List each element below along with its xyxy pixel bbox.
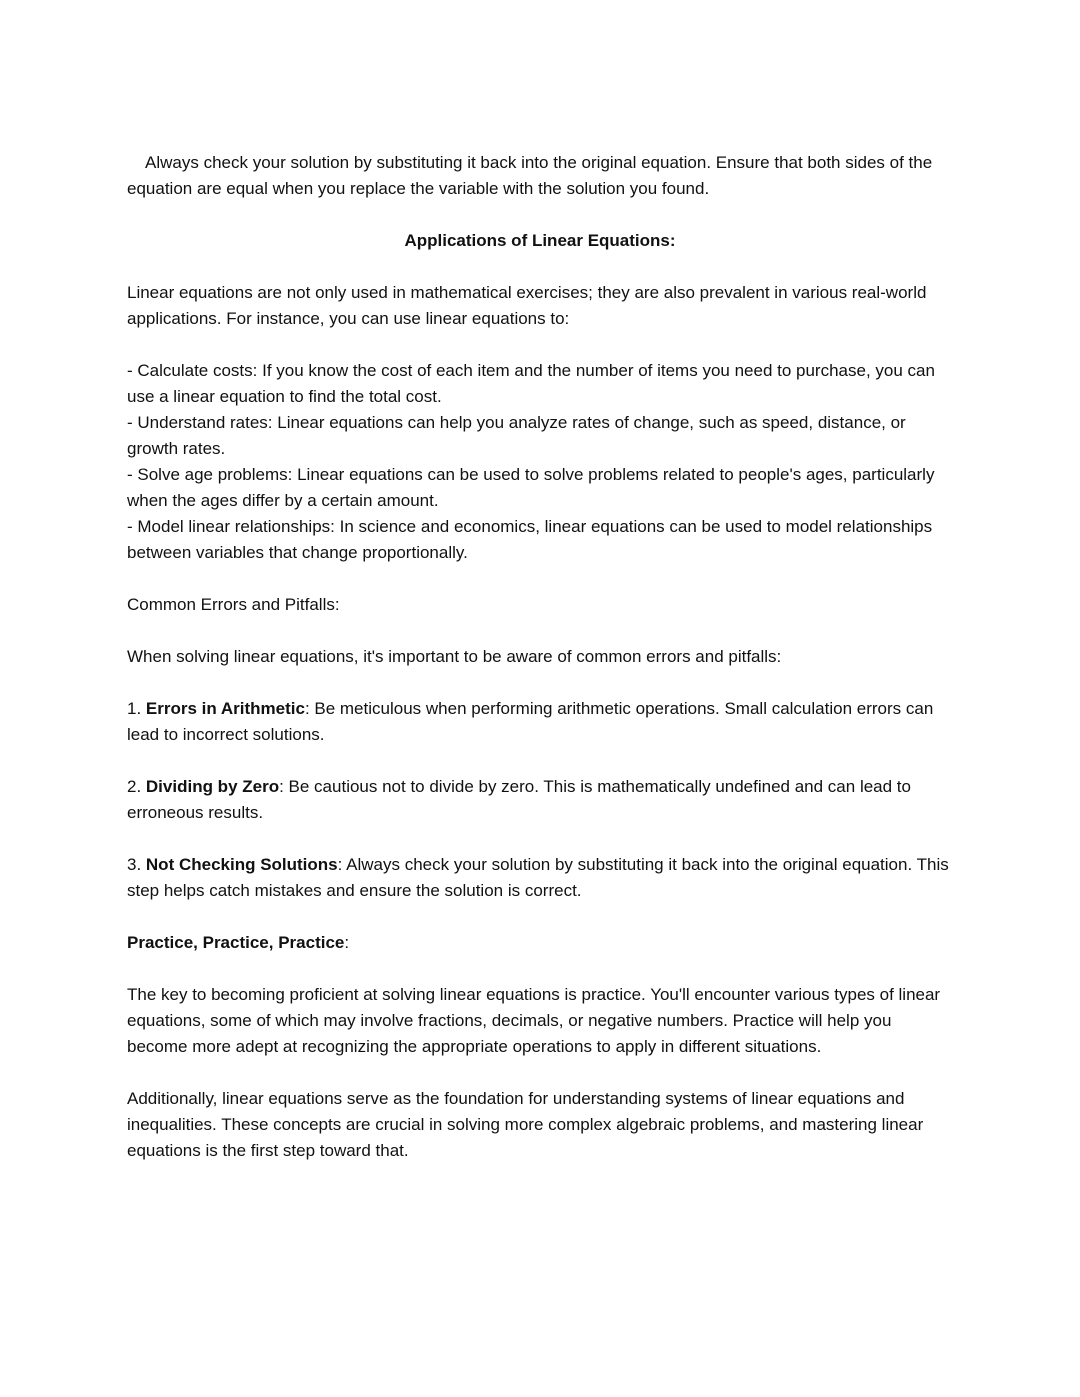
error-item-text: : Always check your solution by substituting it back into the original equation. This step helps catch mistakes and ensure the solution is correct.	[127, 855, 949, 900]
error-item-text: : Be cautious not to divide by zero. This is mathematically undefined and can lead to erroneous results.	[127, 777, 911, 822]
error-item-title: Not Checking Solutions	[145, 855, 338, 874]
practice-heading-bold: Practice, Practice, Practice	[127, 933, 345, 952]
paragraph-check-solution: Always check your solution by substituting it back into the original equation. Ensure that both sides of the equation are equal when you replace the variable with the solution you found.	[127, 153, 933, 198]
error-item-dividing-by-zero	[127, 774, 953, 826]
list-item-solve-age-problems: - Solve age problems: Linear equations can be used to solve problems related to people's ages, particularly when the ages differ by a certain amount.	[127, 465, 935, 510]
list-item-calculate-costs: - Calculate costs: If you know the cost of each item and the number of items you need to purchase, you can use a linear equation to find the total cost.	[127, 361, 935, 406]
practice-heading-colon: :	[344, 933, 350, 952]
applications-heading: Applications of Linear Equations:	[404, 231, 676, 250]
list-item-understand-rates: - Understand rates: Linear equations can help you analyze rates of change, such as speed, distance, or growth rates.	[127, 413, 906, 458]
error-item-number: 3.	[127, 855, 146, 874]
paragraph-applications-intro: Linear equations are not only used in mathematical exercises; they are also prevalent in various real-world applications. For instance, you can use linear equations to:	[127, 283, 927, 328]
applications-list	[127, 358, 953, 566]
error-item-number: 1.	[127, 699, 146, 718]
error-item-text: : Be meticulous when performing arithmetic operations. Small calculation errors can lead to incorrect solutions.	[127, 699, 934, 744]
error-item-title: Errors in Arithmetic	[145, 699, 305, 718]
paragraph-closing: Additionally, linear equations serve as the foundation for understanding systems of linear equations and inequalities. These concepts are crucial in solving more complex algebraic problems, and mastering linear equations is the first step toward that.	[127, 1089, 924, 1160]
practice-heading	[127, 930, 953, 956]
list-item-model-relationships: - Model linear relationships: In science and economics, linear equations can be used to model relationships between variables that change proportionally.	[127, 517, 933, 562]
error-item-number: 2.	[127, 777, 146, 796]
error-item-arithmetic	[127, 696, 953, 748]
error-item-title: Dividing by Zero	[145, 777, 280, 796]
paragraph-errors-intro: When solving linear equations, it's important to be aware of common errors and pitfalls:	[127, 647, 782, 666]
errors-heading: Common Errors and Pitfalls:	[127, 595, 340, 614]
error-item-not-checking	[127, 852, 953, 904]
paragraph-practice: The key to becoming proficient at solving linear equations is practice. You'll encounter various types of linear equations, some of which may involve fractions, decimals, or negative numbers. Practice will help you become more adept at recognizing the appropriate operations to apply in different situations.	[127, 985, 941, 1056]
